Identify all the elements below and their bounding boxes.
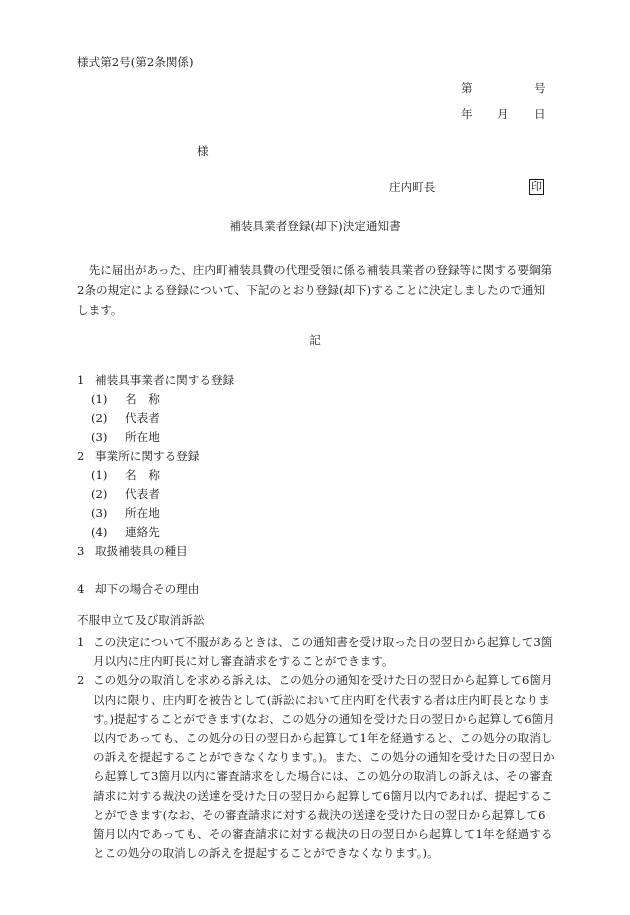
- ki-heading: 記: [309, 333, 321, 347]
- appeal-heading: 不服申立て及び取消訴訟: [77, 613, 205, 627]
- document-title: 補装具業者登録(却下)決定通知書: [229, 219, 401, 233]
- body-paragraph: 先に届出があった、庄内町補装具費の代理受領に係る補装具業者の登録等に関する要綱第2条の規定による登録について、下記のとおり登録(却下)することに決定しましたので通知します。: [77, 263, 553, 317]
- date-year: 年: [461, 107, 473, 121]
- date-month: 月: [497, 107, 509, 121]
- list-item: 1 補装具事業者に関する登録: [77, 373, 235, 387]
- list-subitem: (1) 名 称: [91, 468, 160, 482]
- list-subitem: (4) 連絡先: [91, 525, 160, 539]
- list-item: 2 事業所に関する登録: [77, 449, 200, 463]
- list-subitem: (2) 代表者: [91, 411, 160, 425]
- issuer-name: 庄内町長: [389, 180, 436, 194]
- list-subitem: (2) 代表者: [91, 487, 160, 501]
- list-subitem: (3) 所在地: [91, 430, 160, 444]
- form-number: 様式第2号(第2条関係): [77, 55, 194, 69]
- list-subitem: (3) 所在地: [91, 506, 160, 520]
- list-item: 4 却下の場合その理由: [77, 582, 200, 596]
- date-day: 日: [534, 107, 546, 121]
- appeal-item: 1 この決定について不服があるときは、この通知書を受け取った日の翌日から起算して3箇月以内に庄内町長に対し審査請求をすることができます。: [77, 635, 553, 669]
- registration-list: [77, 371, 234, 599]
- seal-stamp: 印: [529, 179, 544, 195]
- addressee: 様: [197, 144, 209, 158]
- doc-number-dai: 第: [461, 81, 473, 95]
- list-subitem: (1) 名 称: [91, 392, 160, 406]
- appeal-section: [77, 633, 555, 863]
- appeal-item: 2 この処分の取消しを求める訴えは、この処分の通知を受けた日の翌日から起算して6箇月以内に限り、庄内町を被告として(訴訟において庄内町を代表する者は庄内町長となります。)提起することができます(なお、この処分の通知を受けた日の翌日から起算して6箇月以内であっても、この処分の日の翌日から起算して1年を経過すると、この処分の取消しの訴えを提起することができなくなります。)。また、この処分の通知を受けた日の翌日から起算して3箇月以内に審査請求をした場合には、この処分の取消しの訴えは、その審査請求に対する裁決の送達を受けた日の翌日から起算して6箇月以内であれば、提起することができます(なお、その審査請求に対する裁決の送達を受けた日の翌日から起算して6箇月以内であっても、その審査請求に対する裁決の日の翌日から起算して1年を経過するとこの処分の取消しの訴えを提起することができなくなります。)。: [77, 673, 555, 861]
- list-item: 3 取扱補装具の種目: [77, 544, 188, 558]
- doc-number-go: 号: [534, 81, 546, 95]
